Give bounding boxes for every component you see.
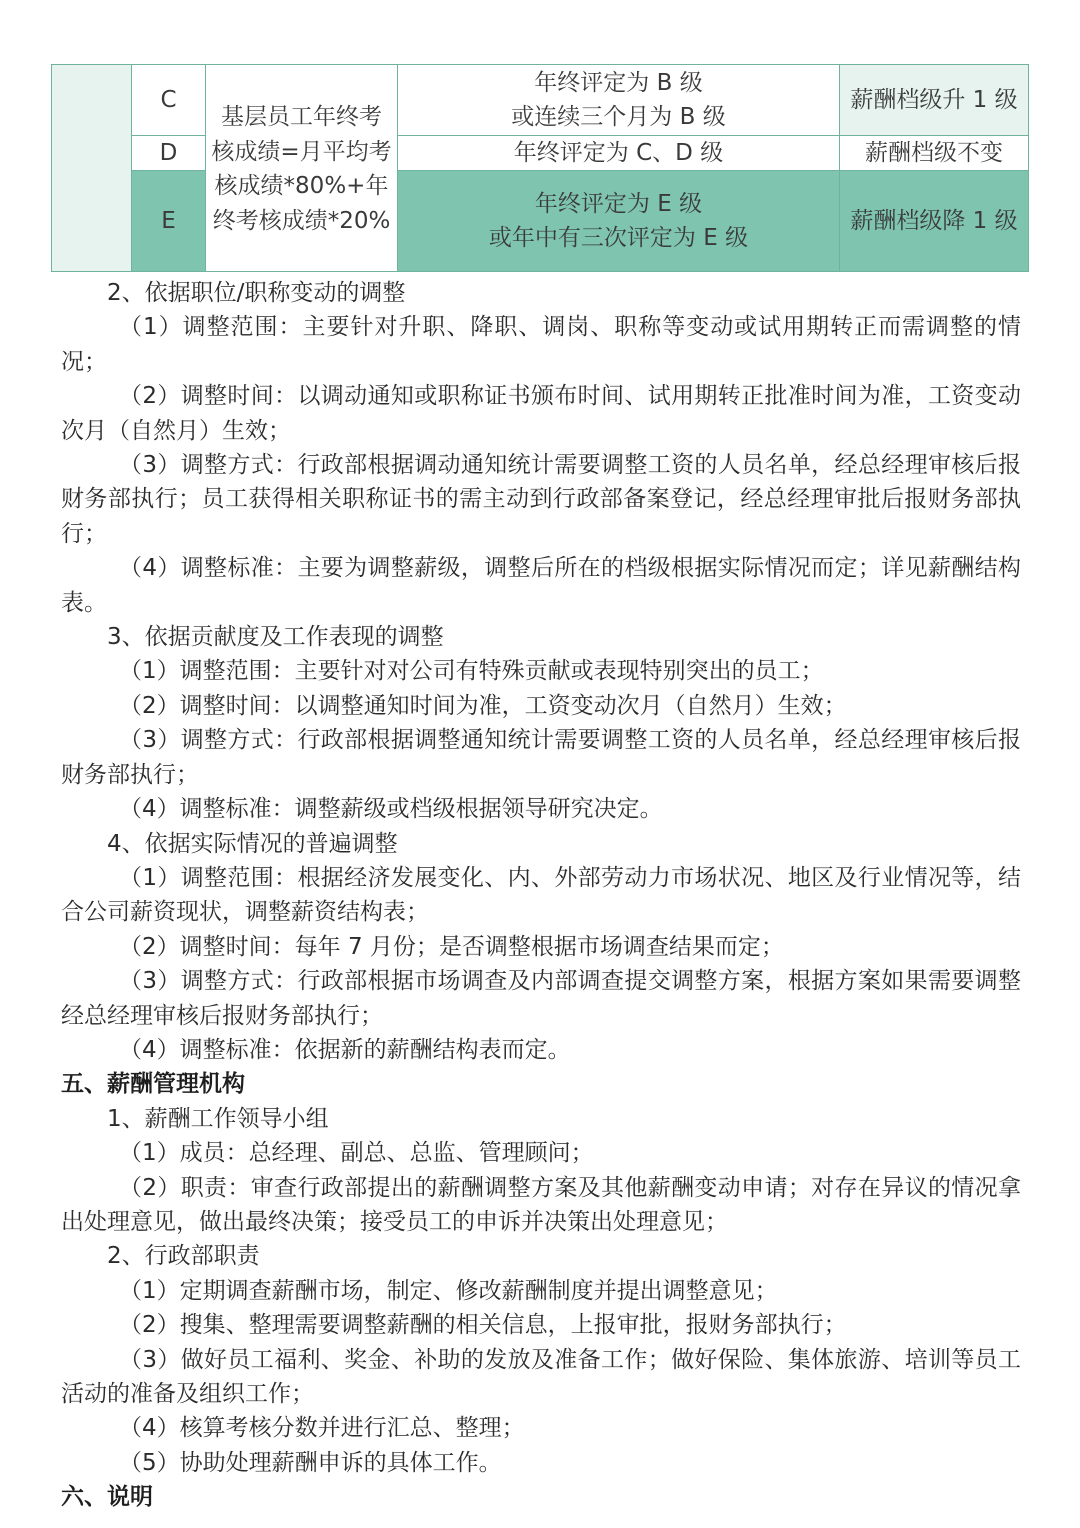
grade-cell: E — [132, 171, 206, 272]
section-heading: 六、说明 — [61, 1484, 153, 1511]
result-cell: 薪酬档级不变 — [840, 136, 1029, 171]
criteria-cell — [398, 171, 840, 272]
paragraph: （4）调整标准：主要为调整薪级，调整后所在的档级根据实际情况而定；详见薪酬结构表。 — [61, 555, 1021, 616]
paragraph: （1）定期调查薪酬市场，制定、修改薪酬制度并提出调整意见； — [119, 1277, 778, 1304]
paragraph: （2）调整时间：每年 7 月份；是否调整根据市场调查结果而定； — [119, 933, 784, 960]
paragraph: （1）调整范围：主要针对对公司有特殊贡献或表现特别突出的员工； — [119, 658, 824, 685]
paragraph: （5）协助处理薪酬申诉的具体工作。 — [119, 1449, 502, 1476]
criteria-cell — [398, 136, 840, 171]
body-text — [61, 276, 1021, 1515]
criteria-line: 或年中有三次评定为 E 级 — [488, 225, 749, 251]
paragraph: （3）调整方式：行政部根据调动通知统计需要调整工资的人员名单，经总经理审核后报财务部执行；员工获得相关职称证书的需主动到行政部备案登记，经总经理审批后报财务部执行； — [61, 452, 1021, 547]
criteria-line: 年终评定为 B 级 — [534, 70, 703, 96]
subsection-heading: 1、薪酬工作领导小组 — [107, 1105, 329, 1132]
table-blank-cell — [52, 65, 132, 272]
result-cell: 薪酬档级降 1 级 — [840, 171, 1029, 272]
criteria-cell — [398, 65, 840, 136]
table-row — [52, 136, 1029, 171]
result-cell: 薪酬档级升 1 级 — [840, 65, 1029, 136]
paragraph: （4）调整标准：调整薪级或档级根据领导研究决定。 — [119, 796, 663, 823]
grade-adjustment-table — [51, 64, 1029, 272]
paragraph: （1）成员：总经理、副总、总监、管理顾问； — [119, 1140, 594, 1167]
subsection-heading: 2、依据职位/职称变动的调整 — [107, 280, 406, 306]
paragraph: （2）调整时间：以调整通知时间为准，工资变动次月（自然月）生效； — [119, 692, 847, 719]
paragraph: （2）搜集、整理需要调整薪酬的相关信息，上报审批，报财务部执行； — [119, 1312, 847, 1339]
paragraph: （3）做好员工福利、奖金、补助的发放及准备工作；做好保险、集体旅游、培训等员工活动的准备及组织工作； — [61, 1346, 1021, 1407]
table-row — [52, 171, 1029, 272]
grade-cell: C — [132, 65, 206, 136]
paragraph: （4）调整标准：依据新的薪酬结构表而定。 — [119, 1036, 571, 1063]
paragraph: （2）调整时间：以调动通知或职称证书颁布时间、试用期转正批准时间为准，工资变动次月（自然月）生效； — [61, 383, 1021, 444]
criteria-line: 年终评定为 C、D 级 — [513, 140, 724, 166]
table-row — [52, 65, 1029, 136]
subsection-heading: 4、依据实际情况的普遍调整 — [107, 830, 398, 857]
formula-cell: 基层员工年终考核成绩=月平均考核成绩*80%+年终考核成绩*20% — [206, 65, 398, 272]
criteria-line: 或连续三个月为 B 级 — [511, 104, 726, 130]
paragraph: （3）调整方式：行政部根据调整通知统计需要调整工资的人员名单，经总经理审核后报财务部执行； — [61, 727, 1021, 788]
section-heading: 五、薪酬管理机构 — [61, 1071, 245, 1098]
paragraph: （1）调整范围：主要针对升职、降职、调岗、职称等变动或试用期转正而需调整的情况； — [61, 314, 1021, 375]
paragraph: （2）职责：审查行政部提出的薪酬调整方案及其他薪酬变动申请；对存在异议的情况拿出处理意见，做出最终决策；接受员工的申诉并决策出处理意见； — [61, 1174, 1021, 1235]
paragraph: （1）调整范围：根据经济发展变化、内、外部劳动力市场状况、地区及行业情况等，结合公司薪资现状，调整薪资结构表； — [61, 864, 1021, 926]
paragraph: （4）核算考核分数并进行汇总、整理； — [119, 1415, 525, 1442]
criteria-line: 年终评定为 E 级 — [534, 191, 703, 217]
grade-cell: D — [132, 136, 206, 171]
subsection-heading: 3、依据贡献度及工作表现的调整 — [107, 624, 444, 651]
paragraph: （3）调整方式：行政部根据市场调查及内部调查提交调整方案，根据方案如果需要调整经总经理审核后报财务部执行； — [61, 968, 1021, 1029]
subsection-heading: 2、行政部职责 — [107, 1243, 260, 1270]
